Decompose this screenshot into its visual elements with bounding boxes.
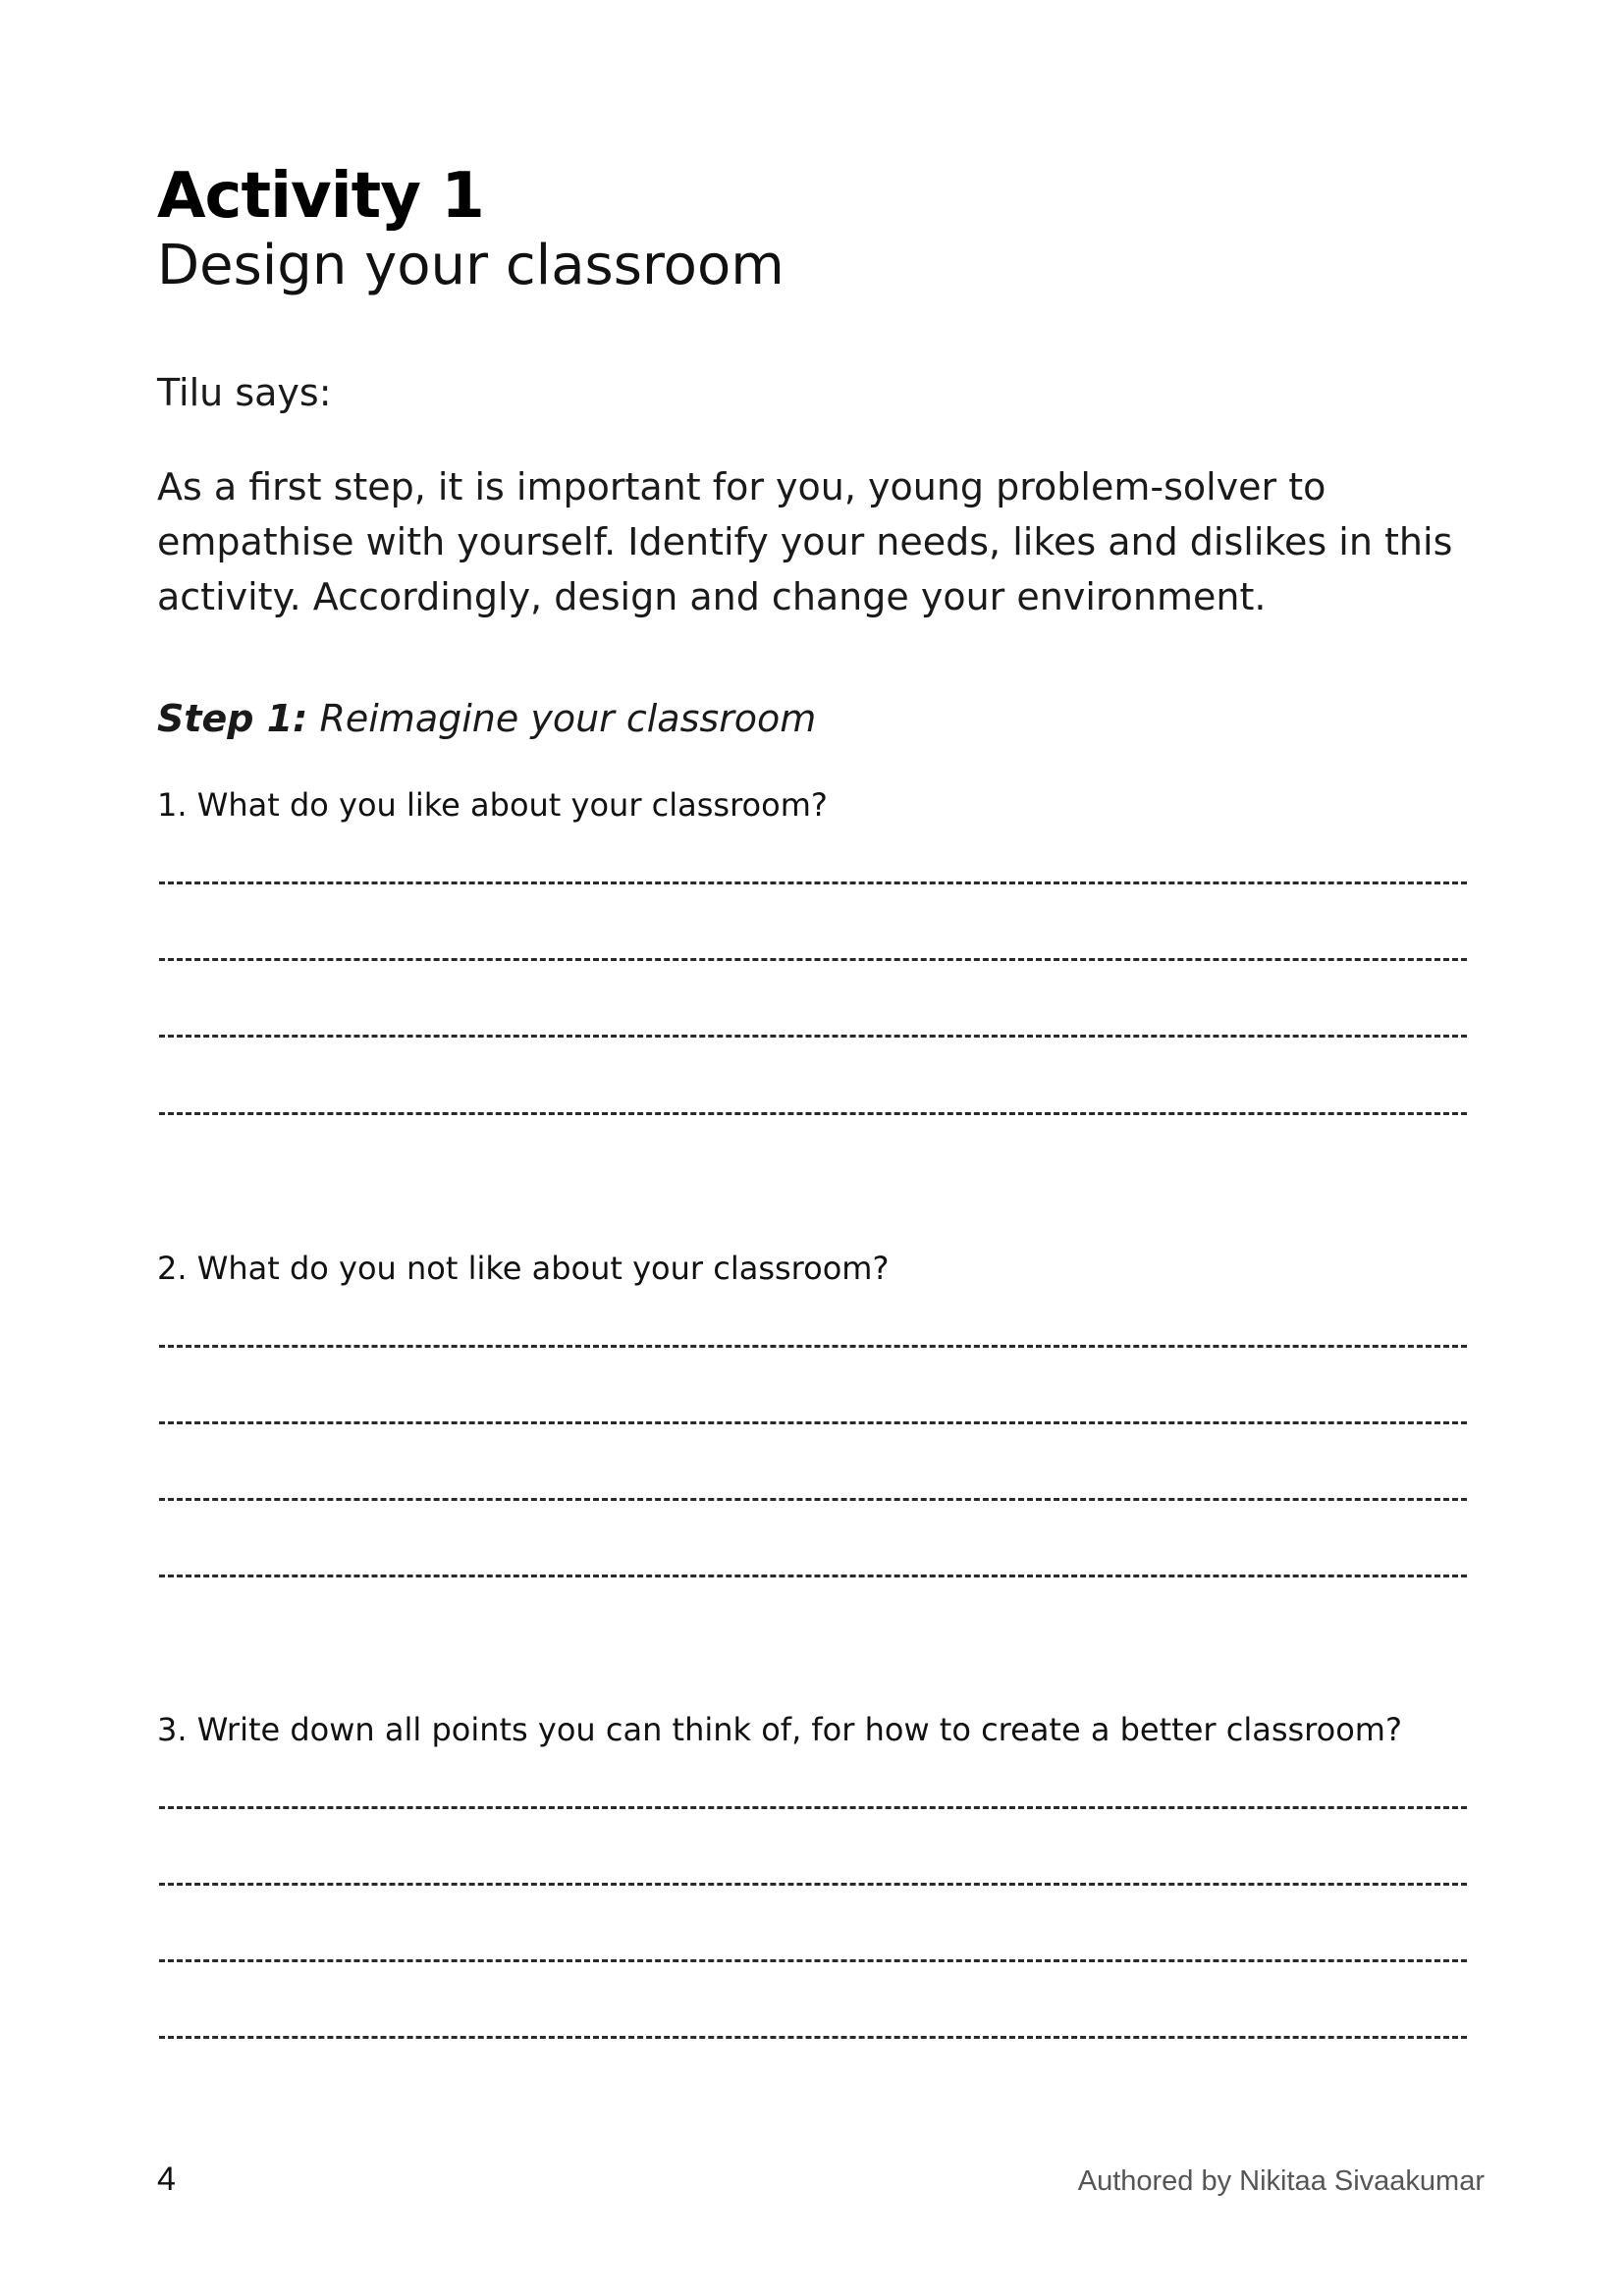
answer-line[interactable] <box>159 1498 1467 1501</box>
step-title: Reimagine your classroom <box>319 697 817 740</box>
question-1: 1. What do you like about your classroom? <box>157 786 828 824</box>
question-3: 3. Write down all points you can think of, for how to create a better classroom? <box>157 1711 1402 1748</box>
answer-line[interactable] <box>159 1959 1467 1962</box>
activity-subtitle: Design your classroom <box>157 234 785 297</box>
page-number: 4 <box>157 2161 176 2198</box>
activity-title: Activity 1 <box>157 160 484 233</box>
answer-line[interactable] <box>159 1883 1467 1886</box>
answer-line[interactable] <box>159 1806 1467 1809</box>
answer-line[interactable] <box>159 1112 1467 1115</box>
answer-line[interactable] <box>159 1421 1467 1424</box>
step-label: Step 1: <box>157 697 308 740</box>
answer-line[interactable] <box>159 1575 1467 1577</box>
answer-line[interactable] <box>159 958 1467 961</box>
author-credit: Authored by Nikitaa Sivaakumar <box>1077 2165 1485 2197</box>
answer-line[interactable] <box>159 2036 1467 2039</box>
answer-line[interactable] <box>159 881 1467 884</box>
question-2: 2. What do you not like about your classroom? <box>157 1250 890 1287</box>
answer-line[interactable] <box>159 1345 1467 1348</box>
answer-line[interactable] <box>159 1035 1467 1038</box>
step-heading <box>157 693 816 744</box>
speaker-label: Tilu says: <box>157 371 332 414</box>
intro-paragraph: As a first step, it is important for you, young problem-solver to empathise with yourself. Identify your needs, likes and dislikes in this activity. Accordingly, design and change your environment. <box>157 465 1453 618</box>
